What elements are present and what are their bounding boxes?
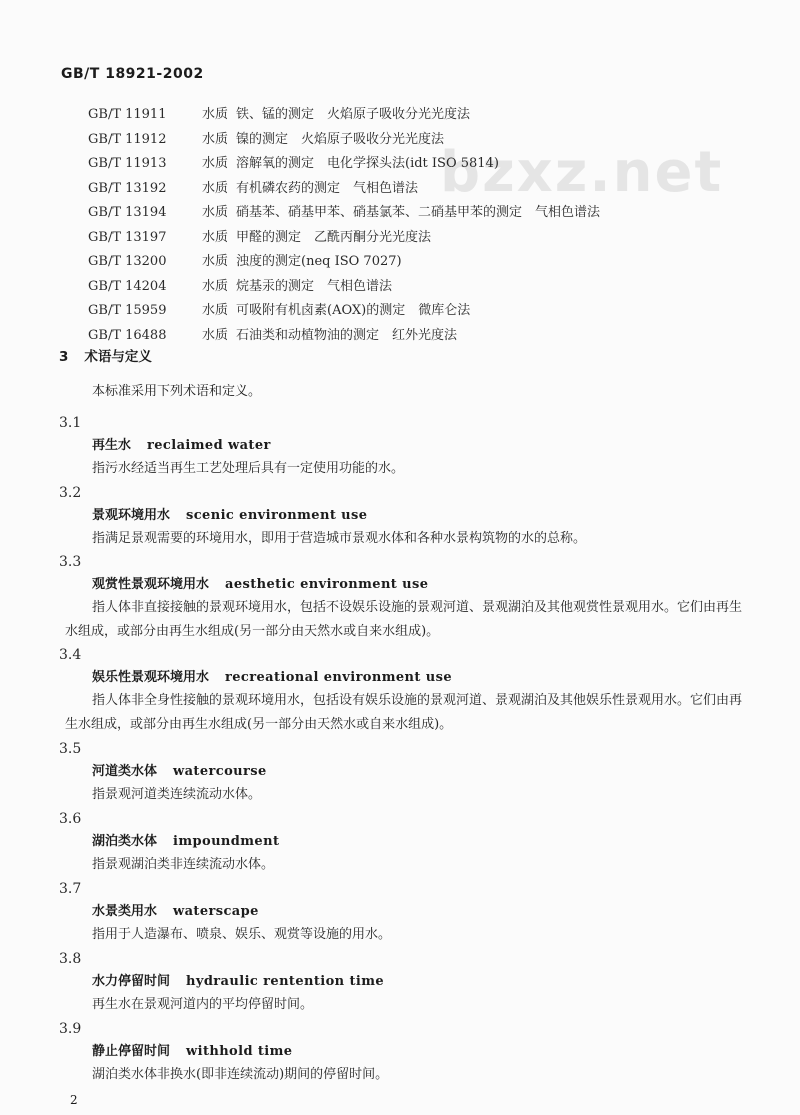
term-zh: 静止停留时间 (92, 1044, 171, 1059)
reference-category: 水质 (202, 156, 229, 171)
reference-code: GB/T 16488 (88, 327, 167, 343)
term-en: impoundment (173, 834, 280, 849)
term-en: reclaimed water (147, 438, 271, 453)
reference-category: 水质 (202, 327, 229, 343)
reference-item (88, 128, 600, 153)
term-en: hydraulic rentention time (186, 974, 385, 989)
reference-code: GB/T 11912 (88, 131, 167, 147)
reference-title: 烷基汞的测定 气相色谱法 (236, 278, 393, 294)
reference-code: GB/T 13200 (88, 254, 167, 269)
term-title (92, 504, 749, 527)
reference-category: 水质 (202, 278, 229, 294)
term-entry (59, 644, 749, 737)
reference-title: 硝基苯、硝基甲苯、硝基氯苯、二硝基甲苯的测定 气相色谱法 (236, 205, 601, 220)
term-definition: 湖泊类水体非换水(即非连续流动)期间的停留时间。 (92, 1067, 389, 1082)
term-title (92, 434, 749, 457)
reference-title: 铁、锰的测定 火焰原子吸收分光光度法 (236, 107, 471, 122)
term-entry (59, 808, 749, 877)
term-title (92, 830, 749, 853)
reference-title: 溶解氧的测定 电化学探头法(idt ISO 5814) (236, 156, 499, 171)
reference-title: 有机磷农药的测定 气相色谱法 (236, 180, 419, 196)
reference-title: 镍的测定 火焰原子吸收分光光度法 (236, 131, 445, 147)
term-en: watercourse (173, 764, 267, 779)
term-number: 3.4 (59, 647, 82, 663)
page-number: 2 (70, 1093, 78, 1107)
term-entry (59, 1018, 749, 1087)
term-number: 3.7 (59, 881, 82, 897)
reference-category: 水质 (202, 254, 229, 269)
term-definition: 指人体非直接接触的景观环境用水，包括不设娱乐设施的景观河道、景观湖泊及其他观赏性景观用水。它们由再生水组成，或部分由再生水组成(另一部分由天然水或自来水组成)。 (65, 600, 743, 639)
term-title (92, 970, 749, 993)
term-number: 3.6 (59, 811, 82, 827)
term-number: 3.8 (59, 951, 82, 967)
reference-item (88, 250, 600, 275)
term-zh: 水力停留时间 (92, 974, 171, 989)
reference-code: GB/T 11911 (88, 107, 167, 122)
term-number: 3.1 (59, 415, 82, 431)
term-definition: 指污水经适当再生工艺处理后具有一定使用功能的水。 (92, 461, 405, 476)
term-entry (59, 878, 749, 947)
reference-item (88, 103, 600, 128)
reference-item (88, 226, 600, 251)
reference-item (88, 152, 600, 177)
reference-category: 水质 (202, 205, 229, 220)
term-zh: 娱乐性景观环境用水 (92, 670, 210, 685)
section-heading (59, 345, 152, 365)
term-entry (59, 482, 749, 551)
reference-item (88, 324, 600, 349)
term-number: 3.9 (59, 1021, 82, 1037)
section-title: 术语与定义 (84, 349, 152, 365)
term-entry (59, 551, 749, 644)
term-zh: 再生水 (92, 438, 132, 453)
term-definition: 指景观河道类连续流动水体。 (92, 787, 262, 802)
reference-item (88, 201, 600, 226)
term-title (92, 573, 749, 596)
term-en: withhold time (186, 1044, 293, 1059)
reference-title: 可吸附有机卤素(AOX)的测定 微库仑法 (236, 303, 471, 318)
reference-item (88, 275, 600, 300)
watermark: bzxz.net (440, 140, 724, 205)
term-title (92, 760, 749, 783)
term-number: 3.5 (59, 741, 82, 757)
term-zh: 水景类用水 (92, 904, 158, 919)
term-title (92, 900, 749, 923)
reference-item (88, 299, 600, 324)
term-number: 3.3 (59, 554, 82, 570)
term-zh: 湖泊类水体 (92, 834, 158, 849)
term-title (92, 666, 749, 689)
term-entry (59, 738, 749, 807)
term-en: scenic environment use (186, 508, 368, 523)
term-zh: 河道类水体 (92, 764, 158, 779)
reference-category: 水质 (202, 303, 229, 318)
term-entry (59, 948, 749, 1017)
section-intro: 本标准采用下列术语和定义。 (92, 384, 262, 399)
reference-code: GB/T 14204 (88, 278, 167, 294)
reference-title: 石油类和动植物油的测定 红外光度法 (236, 327, 458, 343)
normative-references-list (88, 103, 600, 348)
reference-category: 水质 (202, 180, 229, 196)
term-definition: 指满足景观需要的环境用水，即用于营造城市景观水体和各种水景构筑物的水的总称。 (92, 531, 587, 546)
term-zh: 景观环境用水 (92, 508, 171, 523)
term-en: recreational environment use (225, 670, 452, 685)
term-definition: 再生水在景观河道内的平均停留时间。 (92, 997, 314, 1012)
term-en: waterscape (173, 904, 259, 919)
reference-code: GB/T 13192 (88, 180, 167, 196)
reference-code: GB/T 13197 (88, 229, 167, 245)
term-zh: 观赏性景观环境用水 (92, 577, 210, 592)
reference-category: 水质 (202, 107, 229, 122)
reference-title: 浊度的测定(neq ISO 7027) (236, 254, 402, 269)
term-entry (59, 412, 749, 481)
term-title (92, 1040, 749, 1063)
reference-code: GB/T 13194 (88, 205, 167, 220)
section-number: 3 (59, 349, 69, 365)
reference-item (88, 177, 600, 202)
reference-code: GB/T 15959 (88, 303, 167, 318)
reference-title: 甲醛的测定 乙酰丙酮分光光度法 (236, 229, 432, 245)
reference-code: GB/T 11913 (88, 156, 167, 171)
reference-category: 水质 (202, 131, 229, 147)
standard-header: GB/T 18921-2002 (61, 66, 204, 82)
term-en: aesthetic environment use (225, 577, 429, 592)
term-definition: 指景观湖泊类非连续流动水体。 (92, 857, 275, 872)
reference-category: 水质 (202, 229, 229, 245)
term-definition: 指用于人造瀑布、喷泉、娱乐、观赏等设施的用水。 (92, 927, 392, 942)
term-number: 3.2 (59, 485, 82, 501)
term-definition: 指人体非全身性接触的景观环境用水，包括设有娱乐设施的景观河道、景观湖泊及其他娱乐性景观用水。它们由再生水组成，或部分由再生水组成(另一部分由天然水或自来水组成)。 (65, 693, 743, 732)
